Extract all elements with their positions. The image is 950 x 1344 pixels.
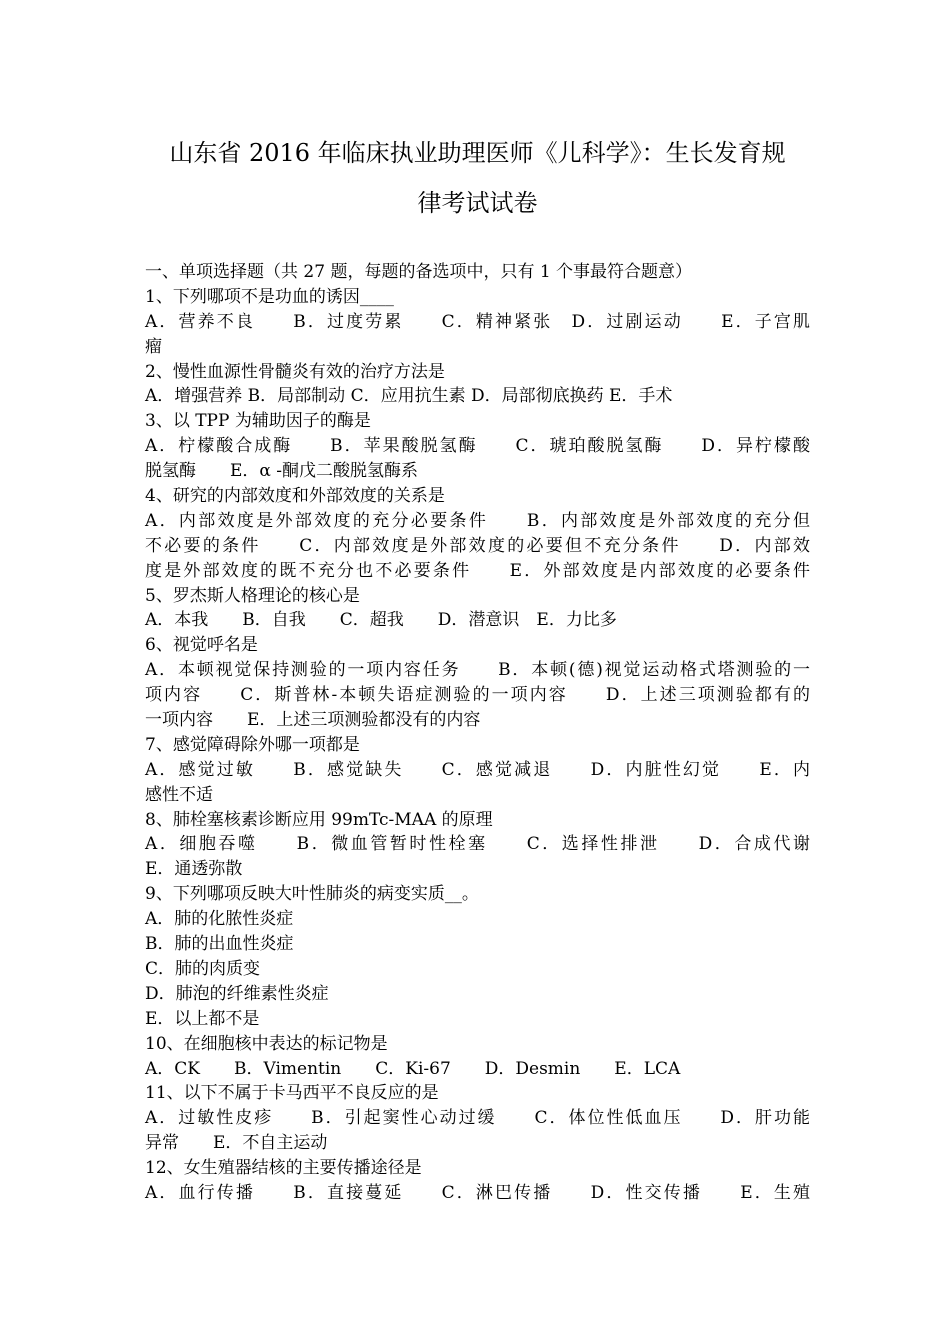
text-line: A．增强营养 B．局部制动 C．应用抗生素 D．局部彻底换药 E．手术 — [145, 386, 673, 407]
text-line: 不必要的条件 C．内部效度是外部效度的必要但不充分条件 D．内部效 — [145, 535, 810, 556]
text-line: 一项内容 E．上述三项测验都没有的内容 — [145, 710, 481, 731]
text-line: A．CK B．Vimentin C．Ki-67 D．Desmin E．LCA — [145, 1058, 681, 1079]
text-line: 2、慢性血源性骨髓炎有效的治疗方法是 — [145, 361, 445, 382]
text-line: 度是外部效度的既不充分也不必要条件 E．外部效度是内部效度的必要条件 — [145, 560, 810, 581]
text-line: 瘤 — [145, 336, 162, 357]
text-line: A．营养不良 B．过度劳累 C．精神紧张 D．过剧运动 E．子宫肌 — [145, 311, 810, 332]
text-line: A．本我 B．自我 C．超我 D．潜意识 E．力比多 — [145, 610, 617, 631]
text-line: 4、研究的内部效度和外部效度的关系是 — [145, 486, 445, 507]
text-line: E．以上都不是 — [145, 1008, 260, 1029]
text-line: 异常 E．不自主运动 — [145, 1133, 328, 1154]
document-title — [145, 128, 810, 228]
text-line: 9、下列哪项反映大叶性肺炎的病变实质__。 — [145, 884, 479, 905]
text-line: A．细胞吞噬 B．微血管暂时性栓塞 C．选择性排泄 D．合成代谢 — [145, 834, 810, 855]
text-line: D．肺泡的纤维素性炎症 — [145, 983, 329, 1004]
text-line: 项内容 C．斯普林-本顿失语症测验的一项内容 D．上述三项测验都有的 — [145, 685, 810, 706]
text-line: 8、肺栓塞核素诊断应用 99mTc-MAA 的原理 — [145, 809, 493, 830]
text-line: 11、以下不属于卡马西平不良反应的是 — [145, 1083, 439, 1104]
text-line: A．本顿视觉保持测验的一项内容任务 B．本顿(德)视觉运动格式塔测验的一 — [145, 660, 810, 681]
title-line-1: 山东省 2016 年临床执业助理医师《儿科学》：生长发育规 — [169, 139, 786, 167]
text-line: B．肺的出血性炎症 — [145, 934, 294, 955]
exam-body — [145, 260, 810, 1206]
text-line: 10、在细胞核中表达的标记物是 — [145, 1033, 388, 1054]
text-line: A．血行传播 B．直接蔓延 C．淋巴传播 D．性交传播 E．生殖 — [145, 1182, 810, 1203]
title-line-2: 律考试试卷 — [417, 189, 538, 217]
text-line: A．过敏性皮疹 B．引起窦性心动过缓 C．体位性低血压 D．肝功能 — [145, 1108, 810, 1129]
text-line: 12、女生殖器结核的主要传播途径是 — [145, 1158, 422, 1179]
text-line: 5、罗杰斯人格理论的核心是 — [145, 585, 360, 606]
text-line: E．通透弥散 — [145, 859, 243, 880]
text-line: A．感觉过敏 B．感觉缺失 C．感觉减退 D．内脏性幻觉 E．内 — [145, 759, 810, 780]
text-line: 感性不适 — [145, 784, 213, 805]
text-line: 6、视觉呼名是 — [145, 635, 258, 656]
text-line: 1、下列哪项不是功血的诱因____ — [145, 286, 394, 307]
text-line: A．肺的化脓性炎症 — [145, 909, 294, 930]
text-line: A．内部效度是外部效度的充分必要条件 B．内部效度是外部效度的充分但 — [145, 510, 810, 531]
text-line: 一、单项选择题（共 27 题，每题的备选项中，只有 1 个事最符合题意） — [145, 262, 693, 282]
text-line: C．肺的肉质变 — [145, 958, 261, 979]
text-line: 脱氢酶 E．α -酮戊二酸脱氢酶系 — [145, 461, 419, 482]
text-line: 3、以 TPP 为辅助因子的酶是 — [145, 411, 371, 432]
text-line: 7、感觉障碍除外哪一项都是 — [145, 734, 360, 755]
text-line: A．柠檬酸合成酶 B．苹果酸脱氢酶 C．琥珀酸脱氢酶 D．异柠檬酸 — [145, 436, 810, 457]
